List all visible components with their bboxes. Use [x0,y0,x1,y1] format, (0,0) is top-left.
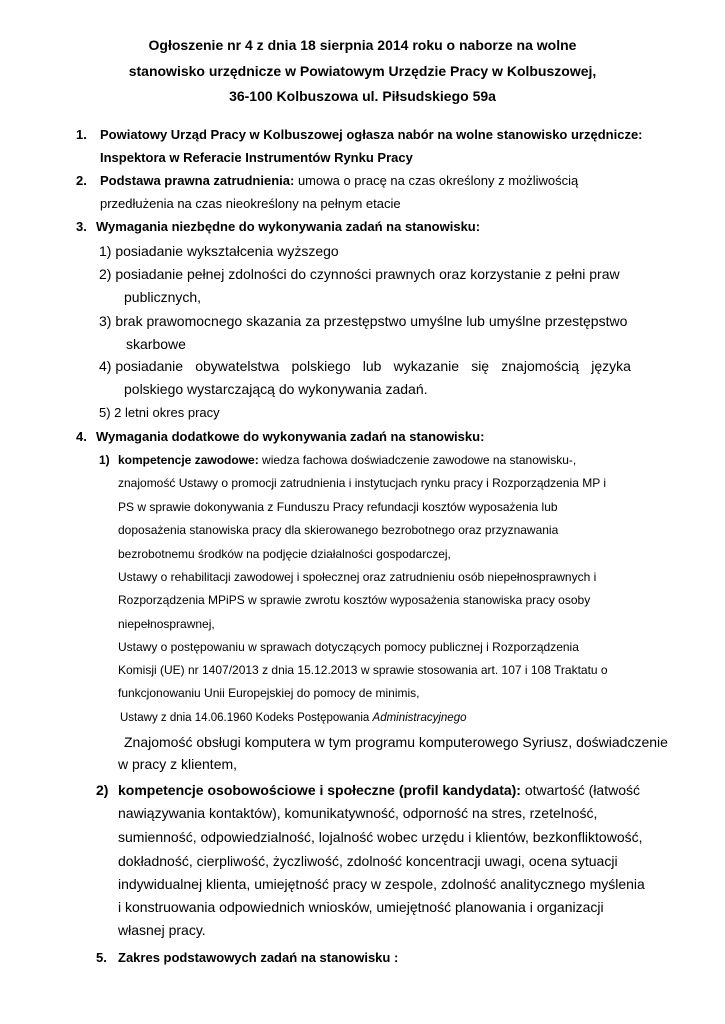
requirement-5: 5) 2 letni okres pracy [99,405,220,420]
requirement-2-line-1: 2) posiadanie pełnej zdolności do czynności prawnych oraz korzystanie z pełni praw [99,266,620,282]
req4-word: znajomością [501,358,580,374]
section-1-number: 1. [76,127,87,142]
requirement-3-line-2: skarbowe [126,336,186,352]
req4-word: polskiego [291,358,351,374]
section-1-line-1: Powiatowy Urząd Pracy w Kolbuszowej ogłasza nabór na wolne stanowisko urzędnicze: [100,127,643,142]
subsection-2-line: dokładność, cierpliwość, życzliwość, zdolność koncentracji uwagi, ocena sytuacji [118,853,618,869]
subsection-1-kpa-line [120,712,467,724]
subsection-1-text: wiedza fachowa doświadczenie zawodowe na stanowisku-, [258,453,577,467]
section-2-text: umowa o pracę na czas określony z możliwością [294,173,579,188]
subsection-2-line: indywidualnej klienta, umiejętność pracy w zespole, zdolność analitycznego myślenia [118,876,645,892]
subsection-1-line: bezrobotnemu środków na podjęcie działalności gospodarczej, [118,547,451,561]
section-3-heading: Wymagania niezbędne do wykonywania zadań na stanowisku: [96,219,481,234]
subsection-2-line: własnej pracy. [118,922,206,938]
subsection-2-text: otwartość (łatwość [520,782,641,798]
subsection-1-line: doposażenia stanowiska pracy dla skierowanego bezrobotnego oraz przyznawania [118,523,559,537]
req4-word: się [471,358,490,374]
subsection-1-computer-line-2: w pracy z klientem, [118,756,238,772]
page-title-line-2: stanowisko urzędnicze w Powiatowym Urzędzie Pracy w Kolbuszowej, [128,63,597,79]
subsection-2-line-1 [118,782,640,798]
section-4-heading: Wymagania dodatkowe do wykonywania zadań na stanowisku: [96,429,485,444]
subsection-1-line: znajomość Ustawy o promocji zatrudnienia i instytucjach rynku pracy i Rozporządzenia MP i [118,476,606,490]
section-1-line-2: Inspektora w Referacie Instrumentów Rynku Pracy [100,150,413,165]
subsection-1-computer-line-1: Znajomość obsługi komputera w tym programu komputerowego Syriusz, doświadczenie [124,734,668,750]
requirement-3-line-1: 3) brak prawomocnego skazania za przestępstwo umyślne lub umyślne przestępstwo [99,313,628,329]
section-5-heading: Zakres podstawowych zadań na stanowisku : [118,950,399,965]
subsection-1-line: funkcjonowaniu Unii Europejskiej do pomocy de minimis, [118,686,420,700]
req4-word: lub [362,358,382,374]
subsection-1-line: Rozporządzenia MPiPS w sprawie zwrotu kosztów wyposażenia stanowiska pracy osoby [118,593,591,607]
subsection-1-line: niepełnosprawnej, [118,617,215,631]
requirement-4-line-2: polskiego wystarczającą do wykonywania zadań. [124,381,428,397]
kpa-italic: Administracyjnego [372,712,467,724]
subsection-1-line: Ustawy o postępowaniu w sprawach dotyczących pomocy publicznej i Rozporządzenia [118,640,579,654]
page-title-line-1: Ogłoszenie nr 4 z dnia 18 sierpnia 2014 roku o naborze na wolne [148,37,577,53]
req4-word: języka [591,358,631,374]
kpa-text: Ustawy z dnia 14.06.1960 Kodeks Postępowania [120,712,373,724]
subsection-2-number: 2) [96,782,109,798]
subsection-1-line: PS w sprawie dokonywania z Funduszu Pracy refundacji kosztów wyposażenia lub [118,500,558,514]
page-title-line-3: 36-100 Kolbuszowa ul. Piłsudskiego 59a [229,88,496,104]
requirement-4-line-1 [99,358,631,374]
section-2-number: 2. [76,173,87,188]
section-5-number: 5. [96,950,107,965]
section-2-line-1 [100,173,578,188]
subsection-1-label: kompetencje zawodowe: [118,453,259,467]
req4-word: wykazanie [393,358,460,374]
section-4-number: 4. [76,429,87,444]
subsection-2-label: kompetencje osobowościowe i społeczne (profil kandydata): [118,782,521,798]
subsection-2-line: nawiązywania kontaktów), komunikatywność, odporność na stres, rzetelność, [118,805,598,821]
section-2-line-2: przedłużenia na czas nieokreślony na pełnym etacie [100,196,401,211]
section-2-label: Podstawa prawna zatrudnienia: [100,173,295,188]
req4-word: obywatelstwa [195,358,280,374]
section-3-number: 3. [76,219,87,234]
subsection-1-line: Komisji (UE) nr 1407/2013 z dnia 15.12.2013 w sprawie stosowania art. 107 i 108 Traktatu o [118,663,608,677]
requirement-1: 1) posiadanie wykształcenia wyższego [99,243,339,259]
subsection-2-line: i konstruowania odpowiednich wniosków, umiejętność planowania i organizacji [118,899,604,915]
subsection-2-line: sumienność, odpowiedzialność, lojalność wobec urzędu i klientów, bezkonfliktowość, [118,829,643,845]
subsection-1-line-1 [118,453,576,467]
subsection-1-line: Ustawy o rehabilitacji zawodowej i społecznej oraz zatrudnieniu osób niepełnosprawnych i [118,570,597,584]
subsection-1-number: 1) [99,453,110,467]
req4-word: 4) posiadanie [99,358,184,374]
requirement-2-line-2: publicznych, [124,289,202,305]
